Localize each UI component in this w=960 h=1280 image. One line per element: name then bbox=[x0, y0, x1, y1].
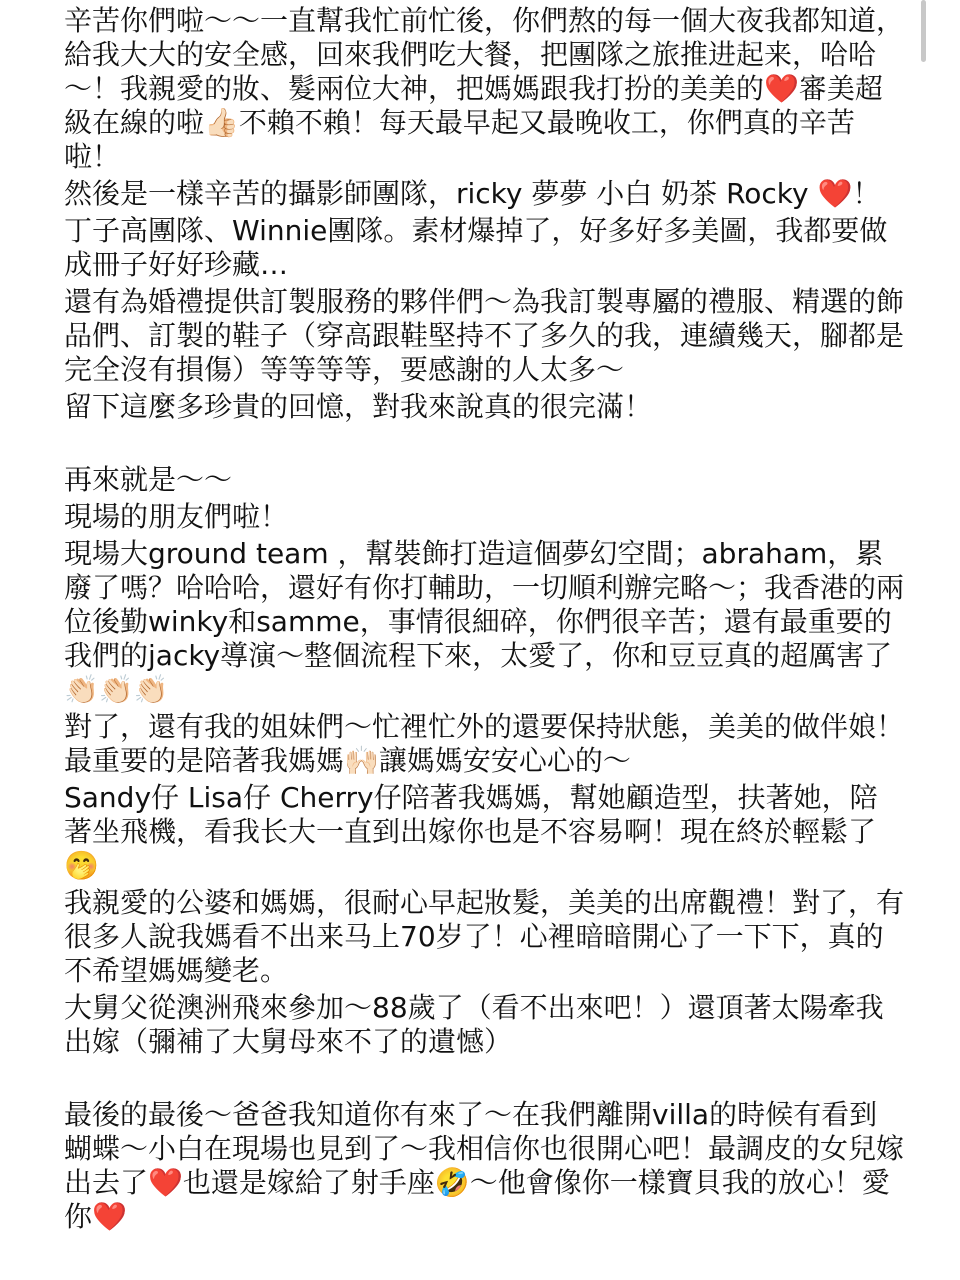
paragraph-memories: 留下這麼多珍貴的回憶，對我來說真的很完滿！ bbox=[64, 390, 653, 423]
paragraph-bridesmaids: 對了，還有我的姐妹們～忙裡忙外的還要保持狀態，美美的做伴娘！最重要的是陪著我媽媽🙌🏻讓媽媽安安心心的～ bbox=[64, 710, 905, 777]
paragraph-sandy-lisa-cherry: Sandy仔 Lisa仔 Cherry仔陪著我媽媽，幫她顧造型，扶著她，陪著坐飛機，看我长大一直到出嫁你也是不容易啊！現在終於輕鬆了🤭 bbox=[64, 781, 878, 882]
paragraph-photo-teams: 丁子高團隊、Winnie團隊。素材爆掉了，好多好多美圖，我都要做成冊子好好珍藏… bbox=[64, 214, 888, 281]
paragraph-photographers: 然後是一樣辛苦的攝影師團隊，ricky 夢夢 小白 奶茶 Rocky ❤️！ bbox=[64, 177, 881, 210]
paragraph-thanks-stylists: 辛苦你們啦～～一直幫我忙前忙後，你們熬的每一個大夜我都知道，給我大大的安全感，回來我們吃大餐，把團隊之旅推进起来，哈哈～！我親愛的妝、髮兩位大神，把媽媽跟我打扮的美美的❤️審美超級在線的啦👍🏻不賴不賴！每天最早起又最晚收工，你們真的辛苦啦！ bbox=[64, 4, 905, 173]
paragraph-gap bbox=[64, 1062, 904, 1098]
paragraph-next: 再來就是～～ bbox=[64, 463, 233, 496]
paragraph-custom-partners: 還有為婚禮提供訂製服務的夥伴們～為我訂製專屬的禮服、精選的飾品們、訂製的鞋子（穿高跟鞋堅持不了多久的我，連續幾天，腳都是完全沒有損傷）等等等等，要感謝的人太多～ bbox=[64, 285, 905, 386]
scrollbar-thumb[interactable] bbox=[921, 0, 926, 62]
paragraph-father: 最後的最後～爸爸我知道你有來了～在我們離開villa的時候有看到蝴蝶～小白在現場也見到了～我相信你也很開心吧！最調皮的女兒嫁出去了❤️也還是嫁給了射手座🤣～他會像你一樣寶貝我的放心！愛你❤️ bbox=[64, 1098, 905, 1233]
post-body bbox=[64, 4, 904, 1237]
paragraph-ground-team: 現場大ground team ，幫裝飾打造這個夢幻空間；abraham，累廢了嗎？哈哈哈，還好有你打輔助，一切順利辦完略～；我香港的兩位後勤winky和samme，事情很細碎，你們很辛苦；還有最重要的我們的jacky導演～整個流程下來，太愛了，你和豆豆真的超厲害了👏🏻👏🏻👏🏻 bbox=[64, 537, 905, 706]
paragraph-friends-heading: 現場的朋友們啦！ bbox=[64, 500, 289, 533]
paragraph-in-laws: 我親愛的公婆和媽媽，很耐心早起妝髮，美美的出席觀禮！對了，有很多人說我媽看不出来马上70岁了！心裡暗暗開心了一下下，真的不希望媽媽變老。 bbox=[64, 886, 905, 987]
paragraph-uncle: 大舅父從澳洲飛來參加～88歲了（看不出來吧！）還頂著太陽牽我出嫁（彌補了大舅母來不了的遺憾） bbox=[64, 991, 884, 1058]
paragraph-gap bbox=[64, 427, 904, 463]
